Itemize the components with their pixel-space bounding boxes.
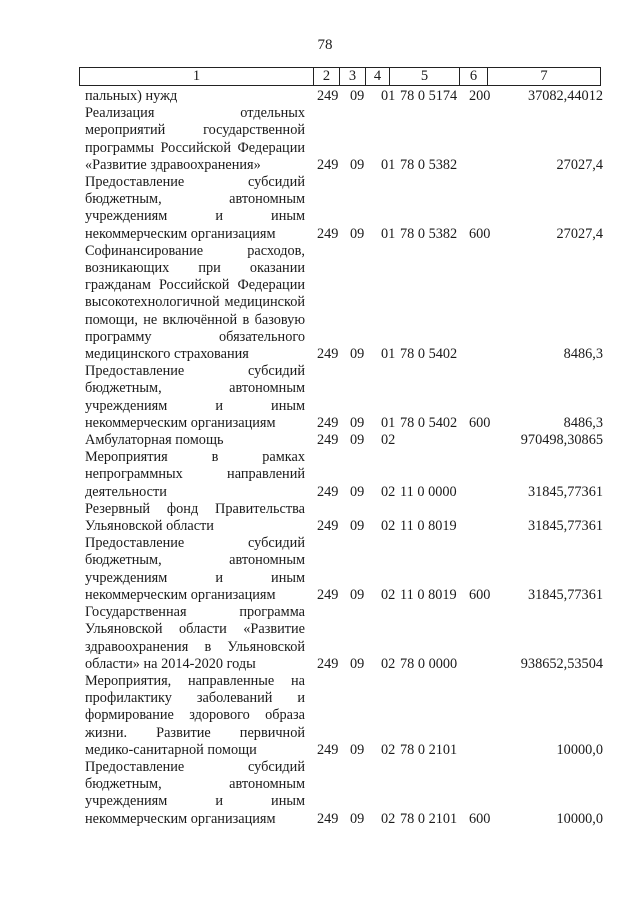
table-row	[0, 604, 640, 673]
row-description: Предоставление субсидий бюджетным, автономным учреждениям и иным некоммерческим организациям	[85, 174, 305, 242]
cell-sum: 27027,4	[556, 156, 603, 173]
cell-vr: 600	[469, 586, 491, 603]
cell-cs: 78 0 5402	[400, 346, 458, 363]
cell-sum: 8486,3	[563, 346, 603, 363]
cell-sum: 27027,4	[556, 225, 603, 242]
cell-pr: 01	[381, 414, 396, 431]
cell-ved: 249	[317, 88, 339, 104]
cell-cs: 78 0 5402	[400, 414, 458, 431]
cell-cs: 78 0 5174	[400, 88, 458, 104]
cell-pr: 02	[381, 655, 396, 672]
header-col-6: 6	[460, 68, 488, 85]
row-description: Предоставление субсидий бюджетным, автономным учреждениям и иным некоммерческим организациям	[85, 363, 305, 431]
cell-cs: 78 0 0000	[400, 655, 458, 672]
row-description: Амбулаторная помощь	[85, 432, 224, 449]
table-row	[0, 174, 640, 243]
table-row	[0, 432, 640, 449]
cell-vr: 600	[469, 414, 491, 431]
table-row	[0, 449, 640, 501]
cell-rz: 09	[350, 88, 365, 104]
header-col-7: 7	[540, 68, 548, 84]
row-description: Мероприятия в рамках непрограммных направлений деятельности	[85, 449, 305, 500]
table-row	[0, 501, 640, 535]
cell-vr: 200	[469, 88, 491, 104]
row-description: пальных) нужд	[85, 88, 178, 104]
row-description: Резервный фонд Правительства Ульяновской области	[85, 500, 305, 535]
cell-sum: 8486,3	[563, 414, 603, 431]
cell-sum: 938652,53504	[520, 655, 603, 672]
cell-pr: 01	[381, 346, 396, 363]
table-row	[0, 88, 640, 105]
row-description: Предоставление субсидий бюджетным, автономным учреждениям и иным некоммерческим организациям	[85, 535, 305, 603]
cell-rz: 09	[350, 655, 365, 672]
row-description: Реализация отдельных мероприятий государственной программы Российской Федерации «Развитие здравоохранения»	[85, 105, 305, 173]
header-col-1: 1	[80, 68, 314, 85]
cell-pr: 01	[381, 156, 396, 173]
table-row	[0, 673, 640, 759]
cell-pr: 02	[381, 741, 396, 758]
table-row	[0, 363, 640, 432]
table-body	[0, 88, 640, 828]
cell-ved: 249	[317, 655, 339, 672]
table-row	[0, 759, 640, 828]
cell-rz: 09	[350, 346, 365, 363]
cell-rz: 09	[350, 414, 365, 431]
cell-cs: 11 0 0000	[400, 483, 457, 500]
page-number: 78	[317, 37, 333, 53]
cell-sum: 10000,0	[556, 741, 603, 758]
row-description: Софинансирование расходов, возникающих при оказании гражданам Российской Федерации высокотехнологичной медицинской помощи, не включённой в базовую программу обязательного медицинского страхования	[85, 242, 305, 363]
cell-sum: 31845,77361	[527, 483, 603, 500]
cell-pr: 02	[381, 586, 396, 603]
table-row	[0, 535, 640, 604]
cell-pr: 01	[381, 88, 396, 104]
cell-cs: 11 0 8019	[400, 586, 457, 603]
cell-vr: 600	[469, 225, 491, 242]
cell-rz: 09	[350, 586, 365, 603]
cell-cs: 78 0 2101	[400, 810, 458, 827]
cell-ved: 249	[317, 810, 339, 827]
cell-ved: 249	[317, 518, 339, 535]
cell-cs: 78 0 5382	[400, 156, 458, 173]
cell-pr: 02	[381, 810, 396, 827]
cell-ved: 249	[317, 156, 339, 173]
header-col-2: 2	[314, 68, 340, 85]
cell-sum: 10000,0	[556, 810, 603, 827]
cell-rz: 09	[350, 741, 365, 758]
cell-rz: 09	[350, 225, 365, 242]
header-col-5: 5	[390, 68, 460, 85]
cell-ved: 249	[317, 483, 339, 500]
cell-rz: 09	[350, 518, 365, 535]
cell-rz: 09	[350, 432, 365, 449]
row-description: Мероприятия, направленные на профилактику заболеваний и формирование здорового образа жизни. Развитие первичной медико-санитарной помощи	[85, 672, 305, 758]
header-col-4: 4	[366, 68, 390, 85]
cell-sum: 970498,30865	[520, 432, 603, 449]
cell-ved: 249	[317, 586, 339, 603]
cell-pr: 02	[381, 432, 396, 449]
cell-pr: 02	[381, 518, 396, 535]
cell-cs: 78 0 5382	[400, 225, 458, 242]
cell-ved: 249	[317, 346, 339, 363]
cell-ved: 249	[317, 741, 339, 758]
cell-rz: 09	[350, 483, 365, 500]
cell-sum: 31845,77361	[527, 518, 603, 535]
cell-rz: 09	[350, 156, 365, 173]
header-col-3: 3	[340, 68, 366, 85]
cell-cs: 11 0 8019	[400, 518, 457, 535]
cell-vr: 600	[469, 810, 491, 827]
table-header	[79, 67, 601, 86]
table-row	[0, 105, 640, 174]
row-description: Предоставление субсидий бюджетным, автономным учреждениям и иным некоммерческим организациям	[85, 758, 305, 827]
cell-ved: 249	[317, 225, 339, 242]
cell-ved: 249	[317, 414, 339, 431]
cell-pr: 02	[381, 483, 396, 500]
row-description: Государственная программа Ульяновской области «Развитие здравоохранения в Ульяновской области» на 2014-2020 годы	[85, 604, 305, 672]
cell-pr: 01	[381, 225, 396, 242]
cell-cs: 78 0 2101	[400, 741, 458, 758]
cell-sum: 31845,77361	[527, 586, 603, 603]
cell-sum: 37082,44012	[527, 88, 603, 104]
cell-rz: 09	[350, 810, 365, 827]
table-row	[0, 243, 640, 363]
cell-ved: 249	[317, 432, 339, 449]
